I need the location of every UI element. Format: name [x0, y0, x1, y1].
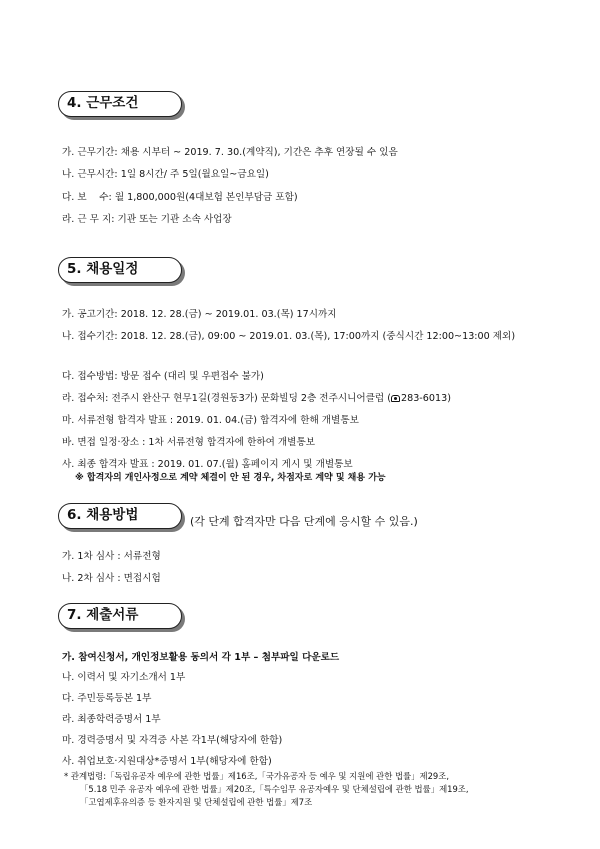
second-screening: 나. 2차 심사 : 면접시험 — [62, 573, 161, 584]
application-form: 가. 참여신청서, 개인정보활용 동의서 각 1부 – 첨부파일 다운로드 — [62, 652, 340, 663]
law-note-1: * 관계법령:「독립유공자 예우에 관한 법률」제16조,「국가유공자 등 예우 및 지원에 관한 법률」제29조, — [64, 771, 450, 781]
work-hours: 나. 근무시간: 1일 8시간/ 주 5일(월요일~금요일) — [62, 169, 269, 180]
first-screening: 가. 1차 심사 : 서류전형 — [62, 551, 161, 562]
section-6-note: (각 단계 합격자만 다음 단계에 응시할 수 있음.) — [190, 515, 418, 528]
law-note-2: 「5.18 민주 유공자 예우에 관한 법률」제20조,「특수임무 유공자예우 및 단체설립에 관한 법률」제19조, — [80, 784, 469, 794]
law-note-3: 「고엽제후유의증 등 환자지원 및 단체설립에 관한 법률」제7조 — [80, 797, 313, 807]
protection-certificate: 사. 취업보호·지원대상*증명서 1부(해당자에 한함) — [62, 756, 272, 767]
phone-icon — [391, 395, 400, 402]
final-result: 사. 최종 합격자 발표 : 2019. 01. 07.(월) 홈페이지 게시 및 개별통보 — [62, 459, 353, 470]
resident-register: 다. 주민등록등본 1부 — [62, 693, 152, 704]
section-6-header: 6. 채용방법 — [58, 503, 182, 529]
application-place — [62, 392, 451, 405]
phone-close: ) — [447, 393, 451, 404]
contract-warning: ※ 합격자의 개인사정으로 계약 체결이 안 된 경우, 차점자로 계약 및 채용 가능 — [75, 473, 386, 483]
work-period: 가. 근무기간: 채용 시부터 ~ 2019. 7. 30.(계약직), 기간은 추후 연장될 수 있음 — [62, 147, 398, 158]
phone-number: 283-6013 — [400, 393, 448, 404]
application-method: 다. 접수방법: 방문 접수 (대리 및 우편접수 불가) — [62, 371, 264, 382]
education-certificate: 라. 최종학력증명서 1부 — [62, 714, 161, 725]
section-7-header: 7. 제출서류 — [58, 603, 182, 629]
work-location: 라. 근 무 지: 기관 또는 기관 소속 사업장 — [62, 214, 232, 225]
salary: 다. 보 수: 월 1,800,000원(4대보험 본인부담금 포함) — [62, 192, 298, 203]
interview-schedule: 바. 면접 일정·장소 : 1차 서류전형 합격자에 한하여 개별통보 — [62, 437, 315, 448]
notice-period: 가. 공고기간: 2018. 12. 28.(금) ~ 2019.01. 03.(목) 17시까지 — [62, 309, 337, 320]
document-result: 마. 서류전형 합격자 발표 : 2019. 01. 04.(금) 합격자에 한해 개별통보 — [62, 415, 359, 426]
application-place-text: 라. 접수처: 전주시 완산구 현무1길(경원동3가) 문화빌딩 2층 전주시니어클럽 ( — [62, 393, 391, 404]
resume: 나. 이력서 및 자기소개서 1부 — [62, 672, 186, 683]
career-certificate: 마. 경력증명서 및 자격증 사본 각1부(해당자에 한함) — [62, 735, 283, 746]
application-period: 나. 접수기간: 2018. 12. 28.(금), 09:00 ~ 2019.01. 03.(목), 17:00까지 (중식시간 12:00~13:00 제외) — [62, 331, 516, 342]
section-4-header: 4. 근무조건 — [58, 91, 182, 117]
section-5-header: 5. 채용일정 — [58, 257, 182, 283]
